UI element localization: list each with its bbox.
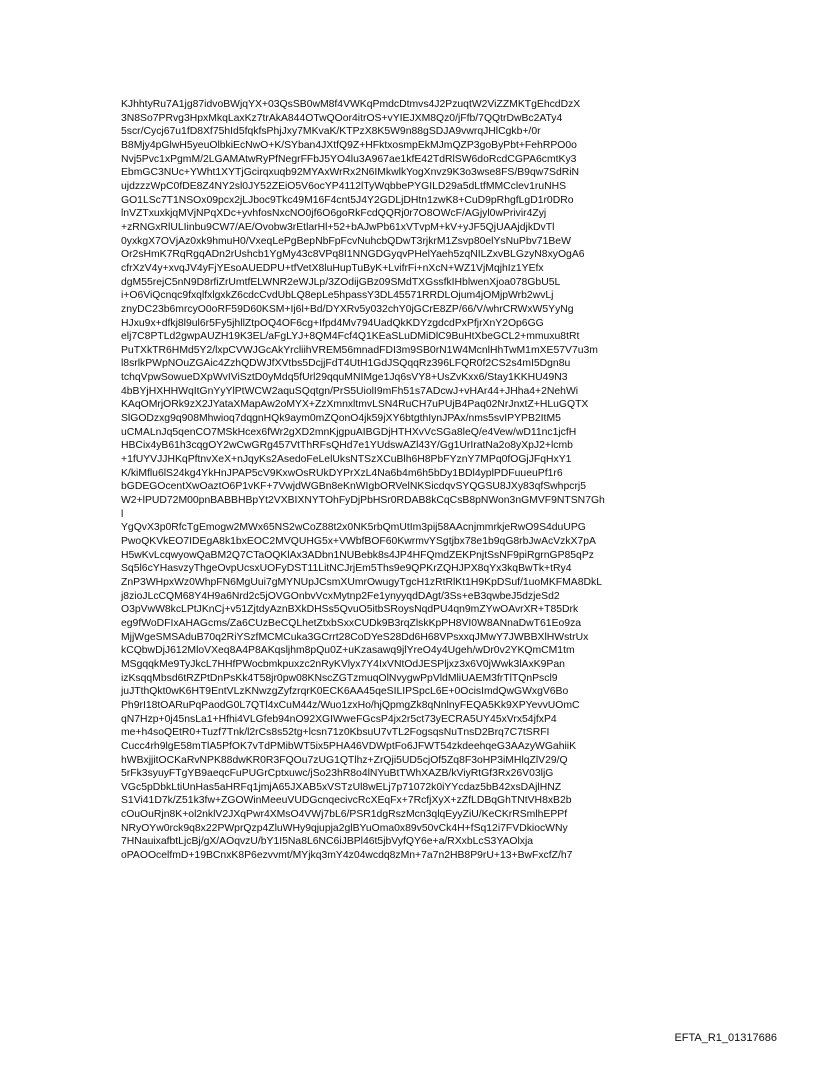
text-line: l8srlkPWpNOuZGAic4ZzhQDWJfXVtbs5DcjjFdT4UtH1GdJSQqqRz396LFQR0f2CS2s4mI5Dgn8u [121, 358, 571, 370]
text-line: l [121, 508, 124, 520]
text-line: Cucc4rh9lgE58mTlA5PfOK7vTdPMibWT5ix5PHA46VDWptFo6JFWT54zkdeehqeG3AAzyWGahiiK [121, 740, 577, 752]
text-line: Nvj5Pvc1xPgmM/2LGAMAtwRyPfNegrFFbJ5YO4lu3A967ae1kfE42TdRlSW6doRcdCGPA6cmtKy3 [121, 153, 577, 165]
text-line: +zRNGxRlULIinbu9CW7/AE/Ovobw3rEtlarHl+52+bAJwPb61xVTvpM+kV+yJF5QjUAAjdjkDvTl [121, 221, 555, 233]
text-line: eg9fWoDFIxAHAGcms/Za6CUzBeCQLhetZtxbSxxCUDk9B3rqZlskKpPH8VI0W8ANnaDwT61Eo9za [121, 617, 582, 629]
text-line: dgM55rejC5nN9D8rfiZrUmtfELWNR2eWJLp/3ZOdijGBz09SMdTXGssfkIHblwenXjoa078GbU5L [121, 276, 561, 288]
text-line: S1Vi41D7k/Z51k3fw+ZGOWinMeeuVUDGcnqecivcRcXEqFx+7RcfjXyX+zZfLDBqGhTNtVH8xB2b [121, 795, 572, 807]
text-line: me+h4soQEtR0+Tuzf7Tnk/l2rCs8s52tg+lcsn71z0KbsuU7vTL2FogsqsNuTnsD2Brq7C7tSRFI [121, 727, 550, 739]
text-line: NRyOYw0rck9q8x22PWprQzp4ZluWHy9qjupja2glBYuOma0x89v50vCk4H+fSq12i7FVDkiocWNy [121, 822, 568, 834]
text-line: juJTthQkt0wK6HT9EntVLzKNwzgZyfzrqrK0ECK6AA45qeSILIPSpcL6E+0OcisImdQwGWxgV6Bo [121, 686, 569, 698]
text-line: kCQbwDjJ612MloVXeq8A4P8AKqsljhm8pQu0Z+uKzasawq9jlYreO4y4Ugeh/wDr0v2YKQmCM1tm [121, 645, 575, 657]
document-id-footer: EFTA_R1_01317686 [674, 1032, 777, 1044]
text-line: Or2sHmK7RqRgqADn2rUshcb1YgMy43c8VPq8I1NNGDGyqvPHelYaeh5zqNILZxvBLGzyN8xyOgA6 [121, 249, 585, 261]
text-line: SlGODzxg9q908Mhwioq7dqgnHQk9aym0mZQonO4jk59jXY6btgthIynJPAx/nms5svIPYPB2ItM5 [121, 413, 561, 425]
text-line: 7HNauixafbtLjcBj/gX/AOqvzU/bY1I5Na8L6NC6iJBPl46t5jbVyfQY6e+a/RXxbLcS3YAOlxja [121, 836, 534, 848]
text-line: bGDEGOcentXwOaztO6P1vKF+7VwjdWGBn8eKnWIgbORVelNKSicdqvSYQGSU8JXy83qfSwhpcrj5 [121, 481, 586, 493]
text-line: 3N8So7PRvg3HpxMkqLaxKz7trAkA844OTwQOor4itrOS+vYIEJXM8Qz0/jFfb/7QQtrDwBc2ATy4 [121, 112, 563, 124]
text-line: i+O6ViQcnqc9fxqlfxlgxkZ6cdcCvdUbLQ8epLe5hpassY3DL45571RRDLOjum4jOMjpWrb2wvLj [121, 290, 554, 302]
text-line: Ph9rI18tOARuPqPaodG0L7QTl4xCuM44z/Wuo1zxHo/hjQpmgZk8qNnlnyFEQA5Kk9XPYevvUOmC [121, 699, 580, 711]
text-line: hWBxjjitOCKaRvNPK88dwKR0R3FQOu7zUG1QTlhz+ZrQji5UD5cjOf5Zq8F3oHP3iMHlqZlV29/Q [121, 754, 568, 766]
encoded-text-block [121, 98, 721, 863]
text-line: KJhhtyRu7A1jg87idvoBWjqYX+03QsSB0wM8f4VWKqPmdcDtmvs4J2PzuqtW2ViZZMKTgEhcdDzX [121, 99, 581, 110]
text-line: VGc5pDbkLtiUnHas5aHRFq1jmjA65JXAB5xVSTzUl8wELj7p71072k0iYYcdaz5bB42xsDAjlHNZ [121, 781, 562, 793]
text-line: ujdzzzWpC0fDE8Z4NY2sl0JY52ZEiO5V6ocYP4112lTyWqbbePYGILD29a5dLtfMMCclev1ruNHS [121, 180, 567, 192]
text-line: YgQvX3p0RfcTgEmogw2MWx65NS2wCoZ88t2x0NK5rbQmUtIm3pij58AAcnjmmrkjeRwO9S4duUPG [121, 522, 586, 534]
text-line: oPAOOcelfmD+19BCnxK8P6ezvvmt/MYjkq3mY4z04wcdq8zMn+7a7n2HB8P9rU+13+BwFxcfZ/h7 [121, 850, 573, 862]
text-line: cfrXzV4y+xvqJV4yFjYEsoAUEDPU+tfVetX8luHupTuByK+LvifrFi+nXcN+WZ1VjMqjhIz1YEfx [121, 262, 544, 274]
text-line: B8Mjy4pGlwH5yeuOlbkiEcNwO+K/SYban4JXtfQ9Z+HFktxosmpEkMJmQZP3goByPbt+FehRPO0o [121, 139, 577, 151]
text-line: KAqOMrjORk9zX2JYataXMapAw2oMYX+ZzXmnxltmvLSN4RuCH7uPUjB4Paq02NrJnxtZ+HLuGQTX [121, 399, 589, 411]
text-line: elj7C8PTLd2gwpAUZH19K3EL/aFgLYJ+8QM4Fcf4Q1KEaSLuDMiDlC9BuHtXbeGCL2+mmuxu8tRt [121, 331, 580, 343]
text-line: lnVZTxuxkjqMVjNPqXDc+yvhfosNxcNO0jf6O6goRkFcdQQRj0r7O8OWcF/AGjyl0wPrivir4Zyj [121, 208, 547, 220]
text-line: 5rFk3syuyFTgYB9aeqcFuPUGrCptxuwc/jSo23hR8o4lNYuBtTWhXAZB/kViyRtGf3Rx26V03ljG [121, 768, 554, 780]
text-line: 5scr/Cycj67u1fD8Xf75hId5fqkfsPhjJxy7MKvaK/KTPzX8K5W9n88gSDJA9vwrqJHlCgkb+/0r [121, 126, 541, 138]
text-line: uCMALnJq5qenCO7MSkHcex6fWr2gXD2mnKjgpuAIBGDjHTHXvVcSGa8leQ/e4Vew/wD11nc1jcfH [121, 426, 577, 438]
text-line: GO1LSc7T1NSOx09pcx2jLJboc9Tkc49M16F4cnt5J4Y2GDLjDHtn1zwK8+CuD9pRhgfLgD1r0DRo [121, 194, 574, 206]
text-line: izKsqqMbsd6tRZPtDnPsKk4T58jr0pw08KNscZGTzmuqOlNvygwPpVldMliUAEM3frTlTQnPscl9 [121, 672, 558, 684]
text-line: MSgqqkMe9TyJkcL7HHfPWocbmkpuxzc2nRyKVlyx7Y4IxVNtOdJESPljxz3x6V0jWwk3lAxK9Pan [121, 658, 565, 670]
text-line: MjjWgeSMSAduB70q2RiYSzfMCMCuka3GCrrt28CoDYeS28Dd6H68VPsxxqJMwY7JWBBXlHWstrUx [121, 631, 589, 643]
text-line: O3pVwW8kcLPtJKnCj+v51ZjtdyAznBXkDHSs5QvuO5itbSRoysNqdPU4qn9mZYwOAvrXR+T85Drk [121, 604, 579, 616]
text-line: +1fUYVJJHKqPftnvXeX+nJqyKs2AsedoFeLelUksNTSzXCuBlh6H8PbFYznY7MPq0fOGjJFqHxY1 [121, 454, 572, 466]
text-line: PuTXkTR6HMd5Y2/lxpCVWJGcAkYrcliihVREM56mnadFDI3m9SB0rN1W4McnlHhTwM1mXE57V7u3m [121, 344, 598, 356]
text-line: HJxu9x+dfkj8l9ul6r5Fy5jhllZtpOQ4OF6cg+Ifpd4Mv794UadQkKDYzgdcdPxPfjrXnY2Op6GG [121, 317, 544, 329]
text-line: 4bBYjHXHHWqItGnYyYlPtWCW2aquSQqtgn/PrS5UiolI9mFh51s7ADcwJ+vHAr44+JHha4+2NehWi [121, 385, 579, 397]
text-line: znyDC23b6mrcyO0oRF59D60KSM+Ij6l+Bd/DYXRv5y032chY0jGCrE8ZP/66/V/whrCRWxW5YyNg [121, 303, 574, 315]
text-line: ZnP3WHpxWz0WhpFN6MgUui7gMYNUpJCsmXUmrOwugyTgcH1zRtRlKt1H9KpDSuf/1uoMKFMA8DkL [121, 576, 602, 588]
text-line: tchqVpwSowueDXpWvIViSztD0yMdq5fUrl29qquMNIMge1Jq6sVY8+UsZvKxx6/Stay1KKHU49N3 [121, 372, 568, 384]
text-line: j8zioJLcCQM68Y4H9a6Nrd2c5jOVGOnbvVcxMytnp2Fe1ynyyqdDAgt/3Ss+eB3qwbeJ5dzjeSd2 [121, 590, 560, 602]
text-line: PwoQKVkEO7IDEgA8k1bxEOC2MVQUHG5x+VWbfBOF60KwrmvYSgtjbx78e1b9qG8rbJwAcVzkX7pA [121, 536, 596, 547]
text-line: H5wKvLcqwyowQaBM2Q7CTaOQKlAx3ADbn1NUBebk8s4JP4HFQmdZEKPnjtSsNF9piRgrnGP85qPz [121, 549, 594, 561]
text-line: EbmGC3NUc+YWht1XYTjGcirqxuqb92MYAxWrRx2N6IMkwlkYogXnvz9K3o3wse8FS/B9qw7SdRiN [121, 167, 580, 179]
text-line: cOuOuRjn8K+ol2nklV2JXqPwr4XMsO4VWj7bL6/PSR1dgRszMcn3qlqEyyZiU/KeCKrRSmlhEPPf [121, 809, 568, 821]
text-line: Sq5l6cYHasvzyThgeOvpUcsxUOFyDST11LitNCJrjEm5Ths9e9QPKrZQHJPX8qYx3kqBwTk+tRy4 [121, 563, 572, 575]
text-line: qN7Hzp+0j45nsLa1+Hfhi4VLGfeb94nO92XGIWweFGcsP4jx2r5ct73yECRA5UY45xVrx54jfxP4 [121, 713, 557, 725]
text-line: HBCix4yB61h3cqgOY2wCwGRg457VtThRFsQHd7e1YUdswAZl43Y/Gg1UrIratNa2o8yXpJ2+lcmb [121, 440, 573, 452]
text-line: W2+lPUD72M00pnBABBHBpYt2VXBIXNYTOhFyDjPbHSr0RDAB8kCqCsB8pNWon3nGMVF9NTSN7Gh [121, 495, 605, 507]
text-line: K/kiMflu6lS24kg4YkHnJPAP5cV9KxwOsRUkDYPrXzL4Na6b4m6h5bDy1BDl4yplPDFuueuPf1r6 [121, 467, 563, 479]
text-line: 0yxkgX7OVjAz0xk9hmuH0/VxeqLePgBepNbFpFcvNuhcbQDwT3rjkrM1Zsvp80elYsNuPbv71BeW [121, 235, 571, 247]
